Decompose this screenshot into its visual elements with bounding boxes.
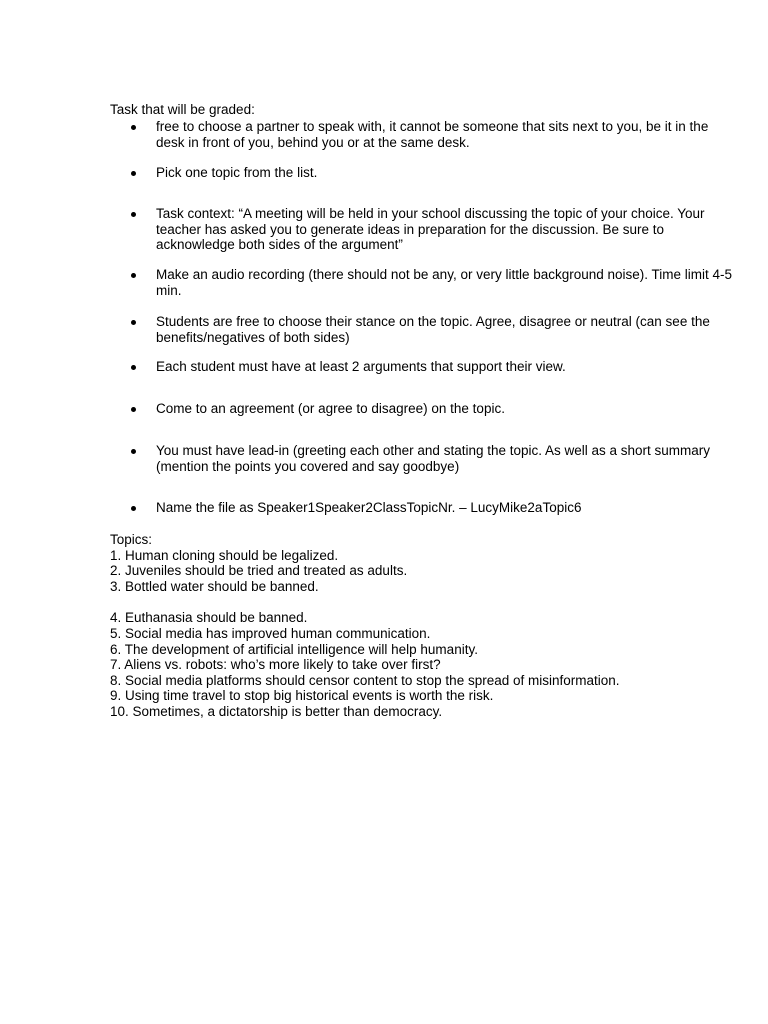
topic-item: 3. Bottled water should be banned. — [110, 579, 319, 594]
topic-item: 10. Sometimes, a dictatorship is better than democracy. — [110, 704, 443, 719]
bullet-text: You must have lead-in (greeting each other and stating the topic. As well as a short summary (mention the points you covered and say goodbye) — [156, 443, 711, 474]
bullet-dot-icon — [131, 125, 136, 130]
bullet-text: Students are free to choose their stance on the topic. Agree, disagree or neutral (can see the benefits/negatives of both sides) — [156, 314, 710, 345]
topic-item: 4. Euthanasia should be banned. — [110, 610, 308, 625]
topic-item: 2. Juveniles should be tried and treated as adults. — [110, 563, 408, 578]
topic-item: 1. Human cloning should be legalized. — [110, 548, 339, 563]
bullet-text: Come to an agreement (or agree to disagree) on the topic. — [156, 401, 505, 416]
bullet-dot-icon — [131, 449, 136, 454]
bullet-text: Pick one topic from the list. — [156, 165, 318, 180]
bullet-dot-icon — [131, 320, 136, 325]
topic-item: 7. Aliens vs. robots: who’s more likely to take over first? — [110, 657, 441, 672]
topics-heading: Topics: — [110, 532, 153, 547]
topic-item: 8. Social media platforms should censor content to stop the spread of misinformation. — [110, 673, 620, 688]
bullet-text: Make an audio recording (there should not be any, or very little background noise). Time limit 4-5 min. — [156, 267, 733, 298]
bullet-text: Each student must have at least 2 arguments that support their view. — [156, 359, 566, 374]
bullet-dot-icon — [131, 506, 136, 511]
topic-item: 9. Using time travel to stop big historical events is worth the risk. — [110, 688, 494, 703]
topic-item: 6. The development of artificial intelligence will help humanity. — [110, 642, 478, 657]
bullet-text: Task context: “A meeting will be held in your school discussing the topic of your choice. Your teacher has asked you to generate ideas in preparation for the discussion. Be sure to acknowledge both sides of the argument” — [156, 206, 705, 253]
bullet-dot-icon — [131, 273, 136, 278]
bullet-dot-icon — [131, 407, 136, 412]
bullet-text: free to choose a partner to speak with, it cannot be someone that sits next to you, be it in the desk in front of you, behind you or at the same desk. — [156, 119, 709, 150]
bullet-dot-icon — [131, 365, 136, 370]
task-heading: Task that will be graded: — [110, 102, 255, 117]
bullet-dot-icon — [131, 212, 136, 217]
topic-item: 5. Social media has improved human communication. — [110, 626, 431, 641]
bullet-text: Name the file as Speaker1Speaker2ClassTopicNr. – LucyMike2aTopic6 — [156, 500, 582, 515]
bullet-dot-icon — [131, 171, 136, 176]
